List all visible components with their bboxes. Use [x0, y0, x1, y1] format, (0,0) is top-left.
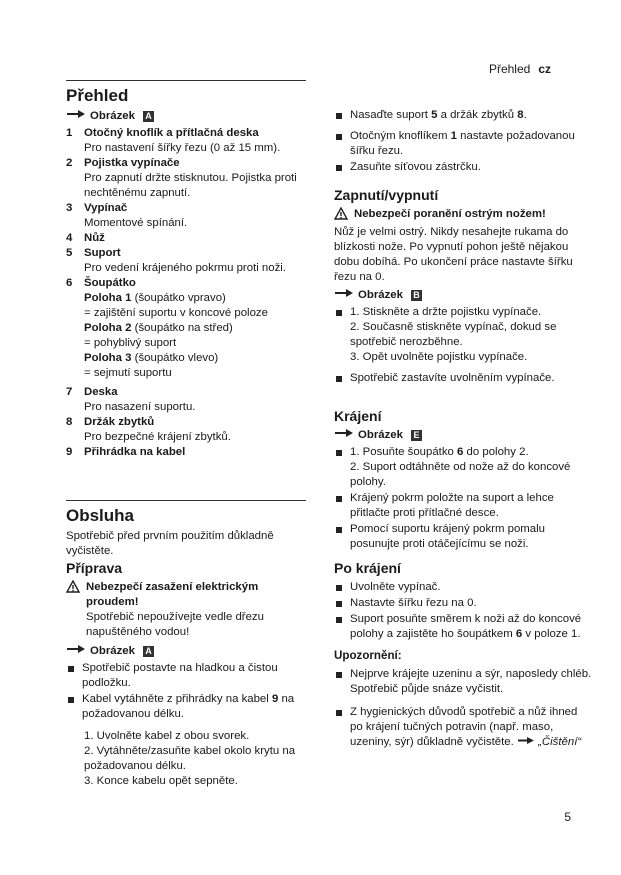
- list-item: 1 Otočný knoflík a přítlačná deska Pro nastavení šířky řezu (0 až 15 mm).: [66, 127, 281, 154]
- left-column: [66, 80, 306, 789]
- figure-ref: Obrázek E: [334, 428, 592, 443]
- notes-title: Upozornění:: [334, 649, 402, 662]
- list-item: Pomocí suportu krájený pokrm pomalu posunujte proti otáčejícímu se noži.: [334, 522, 592, 552]
- bullet-icon: [334, 371, 350, 386]
- list-item: Kabel vytáhněte z přihrádky na kabel 9 na požadovanou délku.: [66, 692, 306, 722]
- list-item: Nasaďte suport 5 a držák zbytků 8.: [334, 108, 592, 123]
- warning-icon: [334, 207, 354, 225]
- figure-badge: A: [143, 646, 154, 657]
- step: 3. Konce kabelu opět sepněte.: [84, 775, 238, 787]
- warning-icon: [66, 580, 86, 610]
- bullet-icon: [334, 596, 350, 611]
- warning-text: Spotřebič nepoužívejte vedle dřezu napuštěného vodou!: [86, 611, 264, 638]
- right-column: [334, 107, 592, 751]
- bullet-icon: [334, 612, 350, 642]
- step: 2. Současně stiskněte vypínač, dokud se spotřebič nerozběhne.: [350, 321, 557, 348]
- bullet-icon: [334, 129, 350, 159]
- list-item: 3 Vypínač Momentové spínání.: [66, 202, 188, 229]
- bullet-icon: [334, 522, 350, 552]
- list-item: Spotřebič postavte na hladkou a čistou podložku.: [66, 661, 306, 691]
- page-number: 5: [564, 810, 571, 824]
- bullet-icon: [334, 108, 350, 123]
- figure-ref: Obrázek A: [66, 109, 306, 124]
- electric-warning: Nebezpečí zasažení elektrickým proudem!: [66, 580, 306, 610]
- page-header: [489, 62, 551, 76]
- parts-list: [66, 126, 306, 291]
- list-item: Zasuňte síťovou zástrčku.: [334, 160, 592, 175]
- list-item: 9 Přihrádka na kabel: [66, 446, 186, 458]
- list-item: 8 Držák zbytků Pro bezpečné krájení zbytků.: [66, 416, 231, 443]
- slicing-title: Krájení: [334, 408, 382, 424]
- overview-title: Přehled: [66, 86, 129, 105]
- bullet-icon: [334, 445, 350, 490]
- arrow-right-icon: [66, 109, 88, 124]
- list-item: Otočným knoflíkem 1 nastavte požadovanou šířku řezu.: [334, 129, 592, 159]
- list-item: 5 Suport Pro vedení krájeného pokrmu proti noži.: [66, 247, 286, 274]
- list-item: 7 Deska Pro nasazení suportu.: [66, 386, 196, 413]
- bullet-icon: [66, 692, 82, 722]
- figure-ref: Obrázek B: [334, 288, 592, 303]
- operation-intro: Spotřebič před prvním použitím důkladně vyčistěte.: [66, 530, 274, 557]
- list-item: Spotřebič zastavíte uvolněním vypínače.: [334, 371, 592, 386]
- bullet-icon: [334, 705, 350, 750]
- bullet-icon: [334, 491, 350, 521]
- prep-title: Příprava: [66, 560, 123, 576]
- list-item: 2 Pojistka vypínače Pro zapnutí držte stisknutou. Pojistka proti nechtěnému zapnutí.: [66, 157, 297, 199]
- list-item: Nastavte šířku řezu na 0.: [334, 596, 592, 611]
- figure-ref: Obrázek A: [66, 644, 306, 659]
- prep-steps: [66, 729, 306, 789]
- step: 3. Opět uvolněte pojistku vypínače.: [350, 351, 528, 363]
- list-item: Suport posuňte směrem k noži až do koncové polohy a zajistěte ho šoupátkem 6 v poloze 1.: [334, 612, 592, 642]
- list-item: 4 Nůž: [66, 232, 105, 244]
- list-item: Nejprve krájejte uzeninu a sýr, naposledy chléb. Spotřebič půjde snáze vyčistit.: [334, 667, 592, 697]
- parts-list-2: [66, 385, 306, 460]
- operation-title: Obsluha: [66, 506, 135, 525]
- bullet-icon: [334, 580, 350, 595]
- list-item: 6 Šoupátko: [66, 277, 136, 289]
- bullet-icon: [66, 661, 82, 691]
- slider-position: Poloha 1 (šoupátko vpravo) = zajištění suportu v koncové poloze: [84, 292, 268, 319]
- divider: [66, 80, 306, 81]
- bullet-icon: [334, 305, 350, 365]
- header-title: Přehled: [488, 62, 531, 76]
- figure-badge: B: [411, 290, 422, 301]
- onoff-title: Zapnutí/vypnutí: [334, 187, 439, 203]
- bullet-icon: [334, 160, 350, 175]
- header-lang: cz: [538, 62, 551, 76]
- list-item: Uvolněte vypínač.: [334, 580, 592, 595]
- figure-badge: A: [143, 111, 154, 122]
- divider: [66, 500, 306, 501]
- list-item: [334, 305, 592, 365]
- after-title: Po krájení: [334, 560, 401, 576]
- list-item: Z hygienických důvodů spotřebič a nůž ihned po krájení tučných potravin (např. maso, uzeniny, sýr) důkladně vyčistěte. „Čištění“: [334, 705, 592, 750]
- step: 1. Uvolněte kabel z obou svorek.: [84, 730, 250, 742]
- list-item: 1. Posuňte šoupátko 6 do polohy 2. 2. Suport odtáhněte od nože až do koncové polohy.: [334, 445, 592, 490]
- slider-position: Poloha 2 (šoupátko na střed) = pohyblivý suport: [84, 322, 233, 349]
- arrow-right-icon: [66, 644, 88, 659]
- arrow-right-icon: [334, 428, 356, 443]
- arrow-right-icon: [334, 288, 356, 303]
- knife-warning: Nebezpečí poranění ostrým nožem!: [334, 207, 592, 225]
- slider-position: Poloha 3 (šoupátko vlevo) = sejmutí suportu: [84, 352, 219, 379]
- arrow-right-icon: [517, 736, 535, 748]
- slider-positions: [66, 291, 306, 381]
- step: 2. Vytáhněte/zasuňte kabel okolo krytu na požadovanou délku.: [84, 745, 296, 772]
- knife-text: Nůž je velmi ostrý. Nikdy nesahejte rukama do blízkosti nože. Po vypnutí pohon ještě nějakou dobu dobíhá. Po ukončení práce nastavte šířku řezu na 0.: [334, 226, 573, 283]
- figure-badge: E: [411, 430, 422, 441]
- step: 1. Stiskněte a držte pojistku vypínače.: [350, 306, 542, 318]
- list-item: Krájený pokrm položte na suport a lehce přitlačte proti přítlačné desce.: [334, 491, 592, 521]
- bullet-icon: [334, 667, 350, 697]
